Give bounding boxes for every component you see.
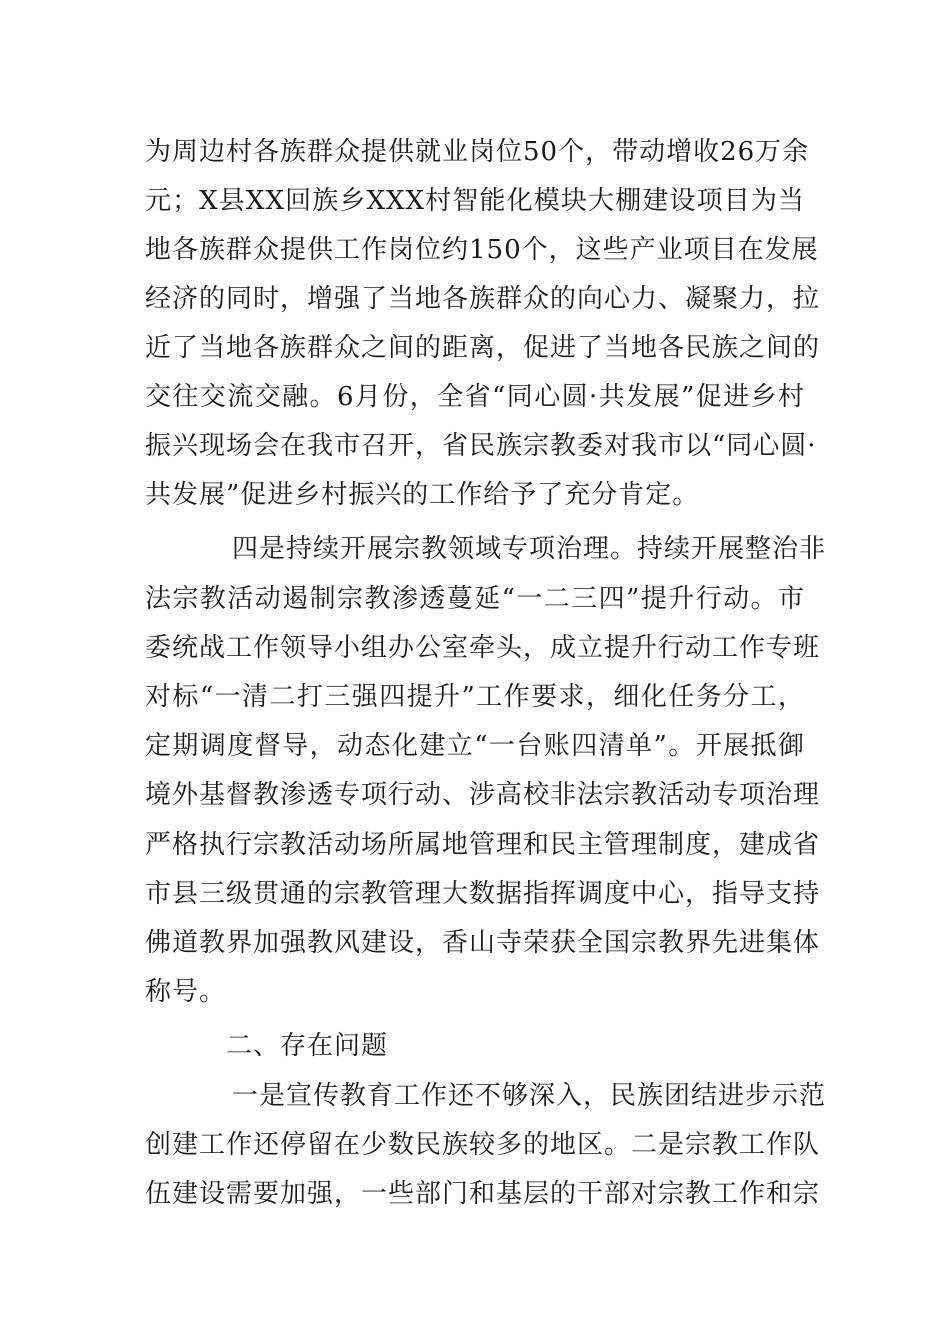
paragraph-2-line-8: 市县三级贯通的宗教管理大数据指挥调度中心，指导支持 (145, 879, 821, 909)
paragraph-2-line-2: 法宗教活动遏制宗教渗透蔓延“一二三四”提升行动。市 (145, 584, 805, 614)
paragraph-2-line-9: 佛道教界加强教风建设，香山寺荣获全国宗教界先进集体 (145, 928, 821, 958)
section-heading: 二、存在问题 (226, 1031, 389, 1061)
paragraph-3-line-2: 创建工作还停留在少数民族较多的地区。二是宗教工作队 (145, 1130, 821, 1160)
paragraph-2-line-4: 对标“一清二打三强四提升”工作要求，细化任务分工， (145, 682, 805, 712)
paragraph-1-line-3: 地各族群众提供工作岗位约150个，这些产业项目在发展 (145, 235, 819, 265)
paragraph-2-line-5: 定期调度督导，动态化建立“一台账四清单”。开展抵御 (145, 731, 805, 761)
paragraph-1-line-7: 振兴现场会在我市召开，省民族宗教委对我市以“同心圆· (145, 431, 817, 461)
paragraph-1-line-5: 近了当地各族群众之间的距离，促进了当地各民族之间的 (145, 333, 821, 363)
paragraph-2-line-7: 严格执行宗教活动场所属地管理和民主管理制度，建成省 (145, 830, 821, 860)
paragraph-1-line-6: 交往交流交融。6月份，全省“同心圆·共发展”促进乡村 (145, 382, 805, 412)
paragraph-2-line-6: 境外基督教渗透专项行动、涉高校非法宗教活动专项治理 (145, 780, 821, 810)
paragraph-3-line-1: 一是宣传教育工作还不够深入，民族团结进步示范 (232, 1081, 827, 1111)
paragraph-2-line-10: 称号。 (145, 977, 227, 1007)
paragraph-1-line-4: 经济的同时，增强了当地各族群众的向心力、凝聚力，拉 (145, 284, 821, 314)
paragraph-3-line-3: 伍建设需要加强，一些部门和基层的干部对宗教工作和宗 (145, 1179, 821, 1209)
paragraph-2-line-1: 四是持续开展宗教领域专项治理。持续开展整治非 (232, 534, 827, 564)
paragraph-1-line-1: 为周边村各族群众提供就业岗位50个，带动增收26万余 (145, 137, 810, 167)
paragraph-1-line-2: 元；X县XX回族乡XXX村智能化模块大棚建设项目为当 (145, 186, 805, 216)
paragraph-1-line-8: 共发展”促进乡村振兴的工作给予了充分肯定。 (145, 480, 700, 510)
paragraph-2-line-3: 委统战工作领导小组办公室牵头，成立提升行动工作专班 (145, 633, 821, 663)
